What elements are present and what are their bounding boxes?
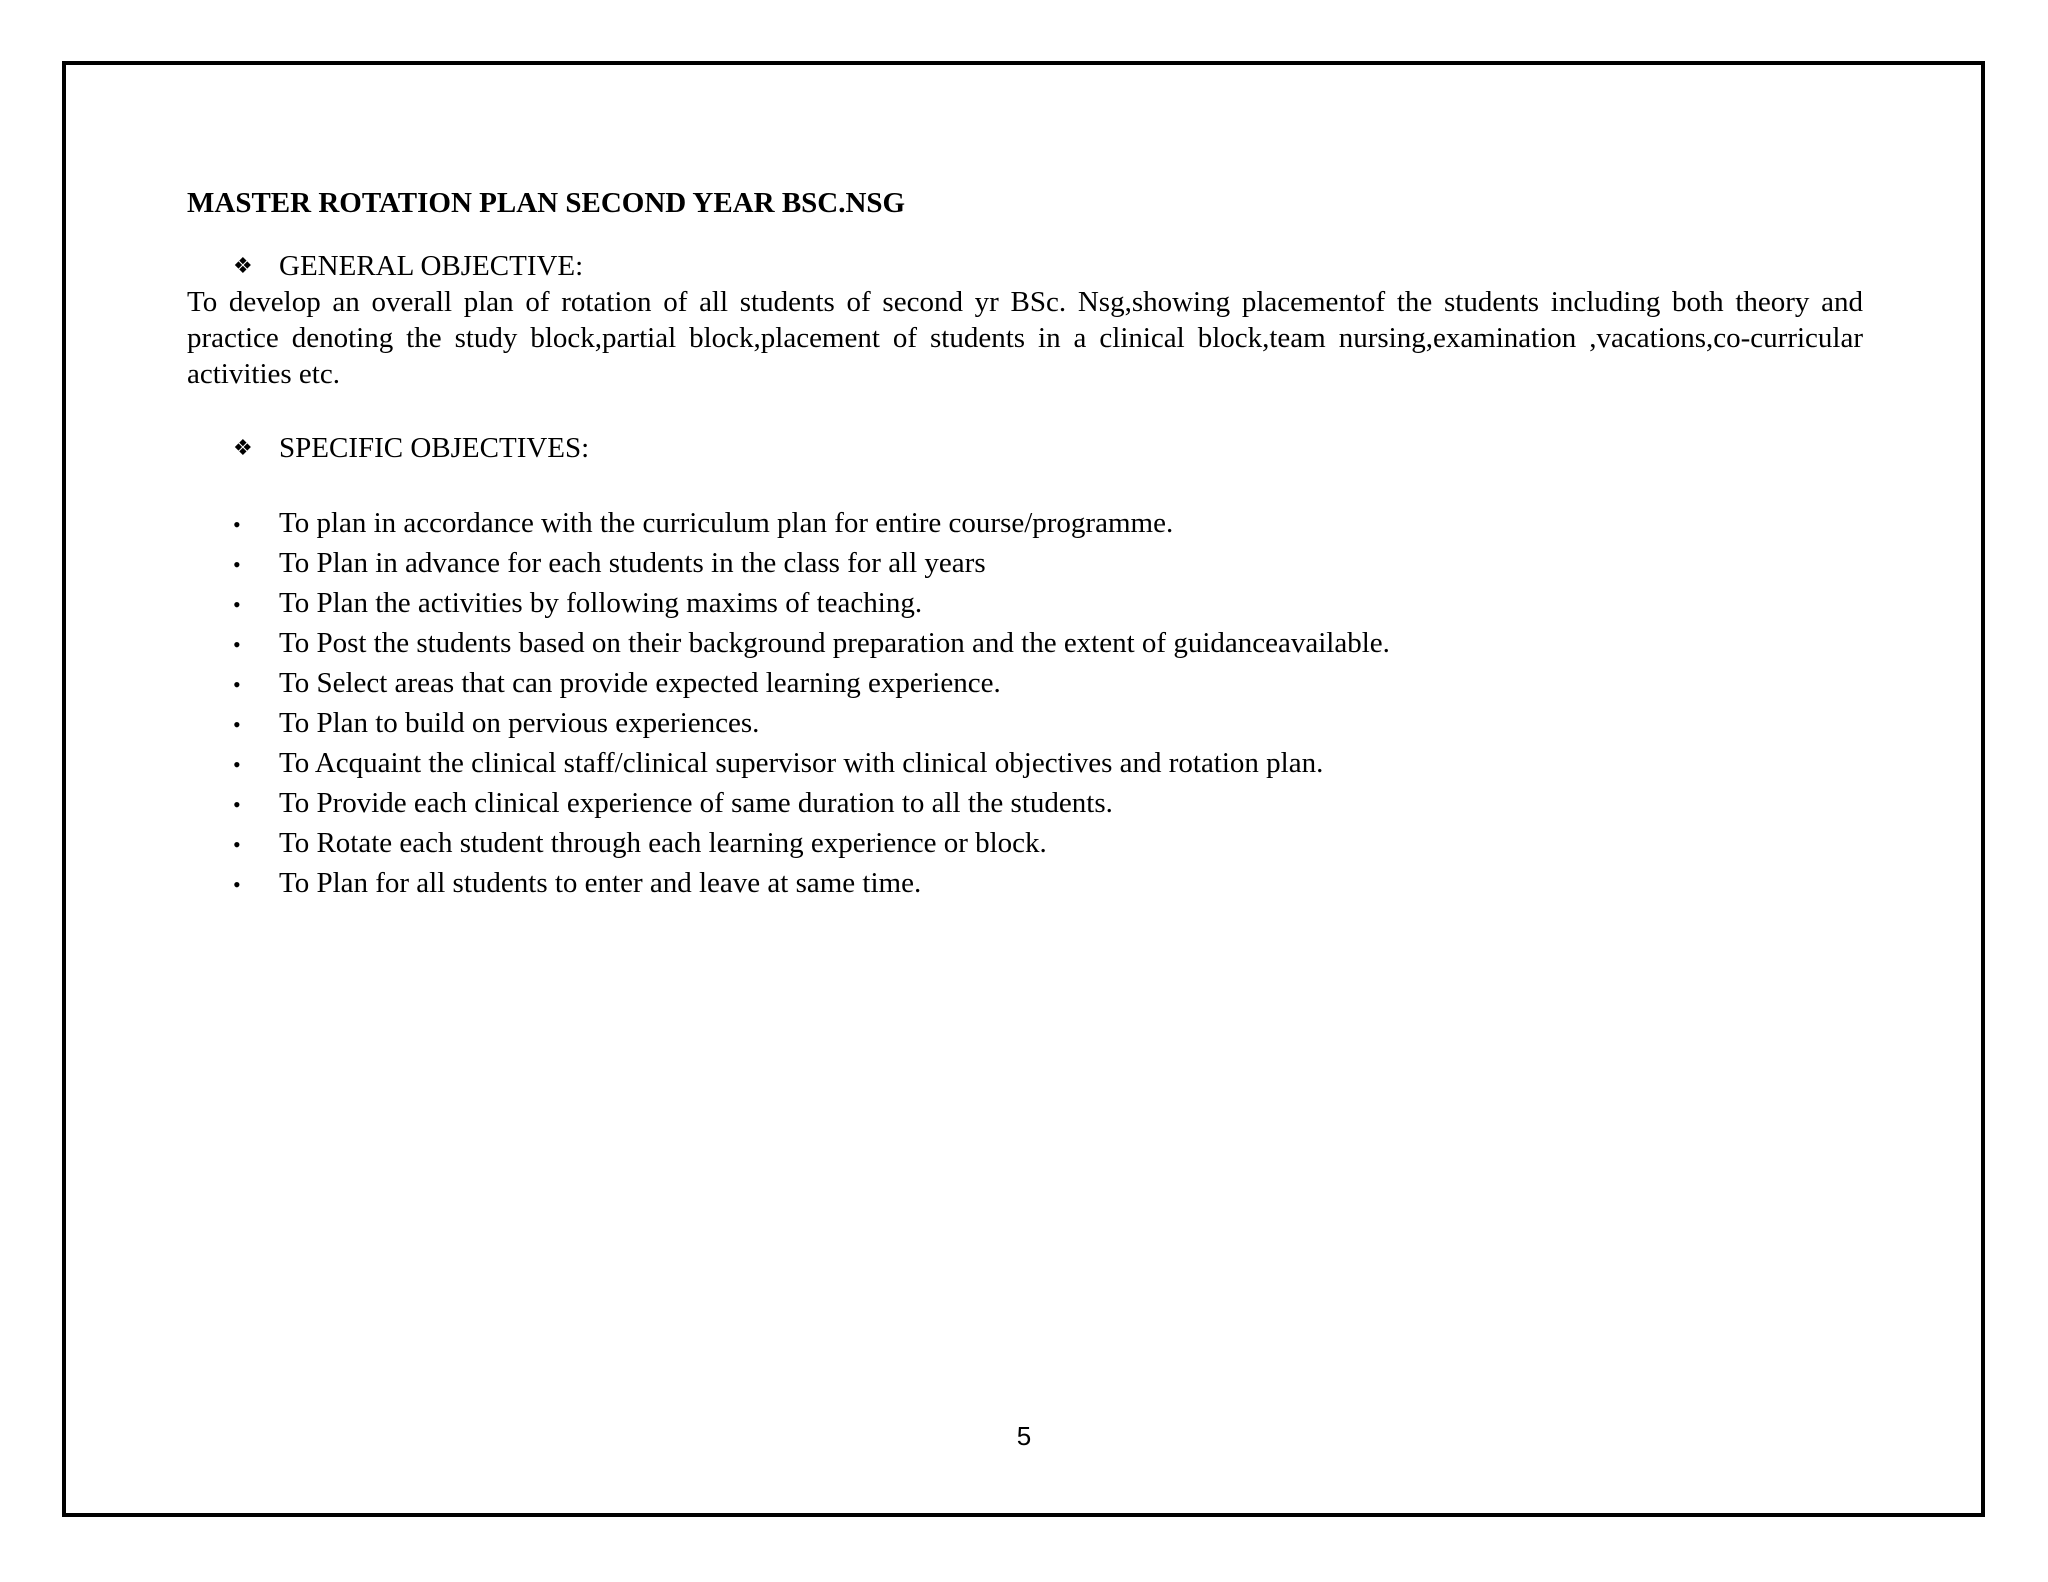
bullet-icon: •	[233, 792, 241, 817]
page-content	[187, 184, 1863, 904]
bullet-icon: •	[233, 752, 241, 777]
list-item	[187, 744, 1863, 784]
list-item	[187, 824, 1863, 864]
specific-objectives-heading-text: SPECIFIC OBJECTIVES:	[279, 432, 590, 464]
list-item	[187, 544, 1863, 584]
list-item-text: To Rotate each student through each learning experience or block.	[279, 827, 1047, 859]
bullet-icon: •	[233, 632, 241, 657]
list-item	[187, 784, 1863, 824]
bullet-icon: •	[233, 672, 241, 697]
list-item	[187, 624, 1863, 664]
list-item-text: To Post the students based on their background preparation and the extent of guidanceavailable.	[279, 627, 1390, 659]
list-item-text: To Plan the activities by following maxims of teaching.	[279, 587, 923, 619]
bullet-icon: •	[233, 832, 241, 857]
document-title: MASTER ROTATION PLAN SECOND YEAR BSC.NSG	[187, 187, 906, 219]
list-item-text: To Plan in advance for each students in the class for all years	[279, 547, 986, 579]
list-item-text: To plan in accordance with the curriculum plan for entire course/programme.	[279, 507, 1174, 539]
bullet-icon: •	[233, 512, 241, 537]
general-objective-heading-text: GENERAL OBJECTIVE:	[279, 250, 584, 282]
list-item-text: To Acquaint the clinical staff/clinical supervisor with clinical objectives and rotation plan.	[279, 747, 1324, 779]
diamond-bullet-icon: ❖	[233, 435, 253, 460]
section-spacer	[187, 466, 1863, 504]
list-item-text: To Plan for all students to enter and leave at same time.	[279, 867, 922, 899]
list-item	[187, 704, 1863, 744]
general-objective-text: To develop an overall plan of rotation of all students of second yr BSc. Nsg,showing placementof the students including both theory and practice denoting the study block,partial block,placement of students in a clinical block,team nursing,examination ,vacations,co-curricular activities etc.	[187, 286, 1863, 390]
list-item	[187, 504, 1863, 544]
list-item-text: To Plan to build on pervious experiences.	[279, 707, 760, 739]
bullet-icon: •	[233, 712, 241, 737]
bullet-icon: •	[233, 592, 241, 617]
specific-objectives-heading	[187, 430, 1863, 466]
list-item-text: To Provide each clinical experience of same duration to all the students.	[279, 787, 1113, 819]
bullet-icon: •	[233, 872, 241, 897]
diamond-bullet-icon: ❖	[233, 253, 253, 278]
page-number: 5	[1016, 1421, 1032, 1451]
list-item	[187, 664, 1863, 704]
list-item	[187, 864, 1863, 904]
list-item	[187, 584, 1863, 624]
general-objective-heading	[187, 248, 1863, 284]
list-item-text: To Select areas that can provide expected learning experience.	[279, 667, 1001, 699]
bullet-icon: •	[233, 552, 241, 577]
specific-objectives-list	[187, 504, 1863, 904]
